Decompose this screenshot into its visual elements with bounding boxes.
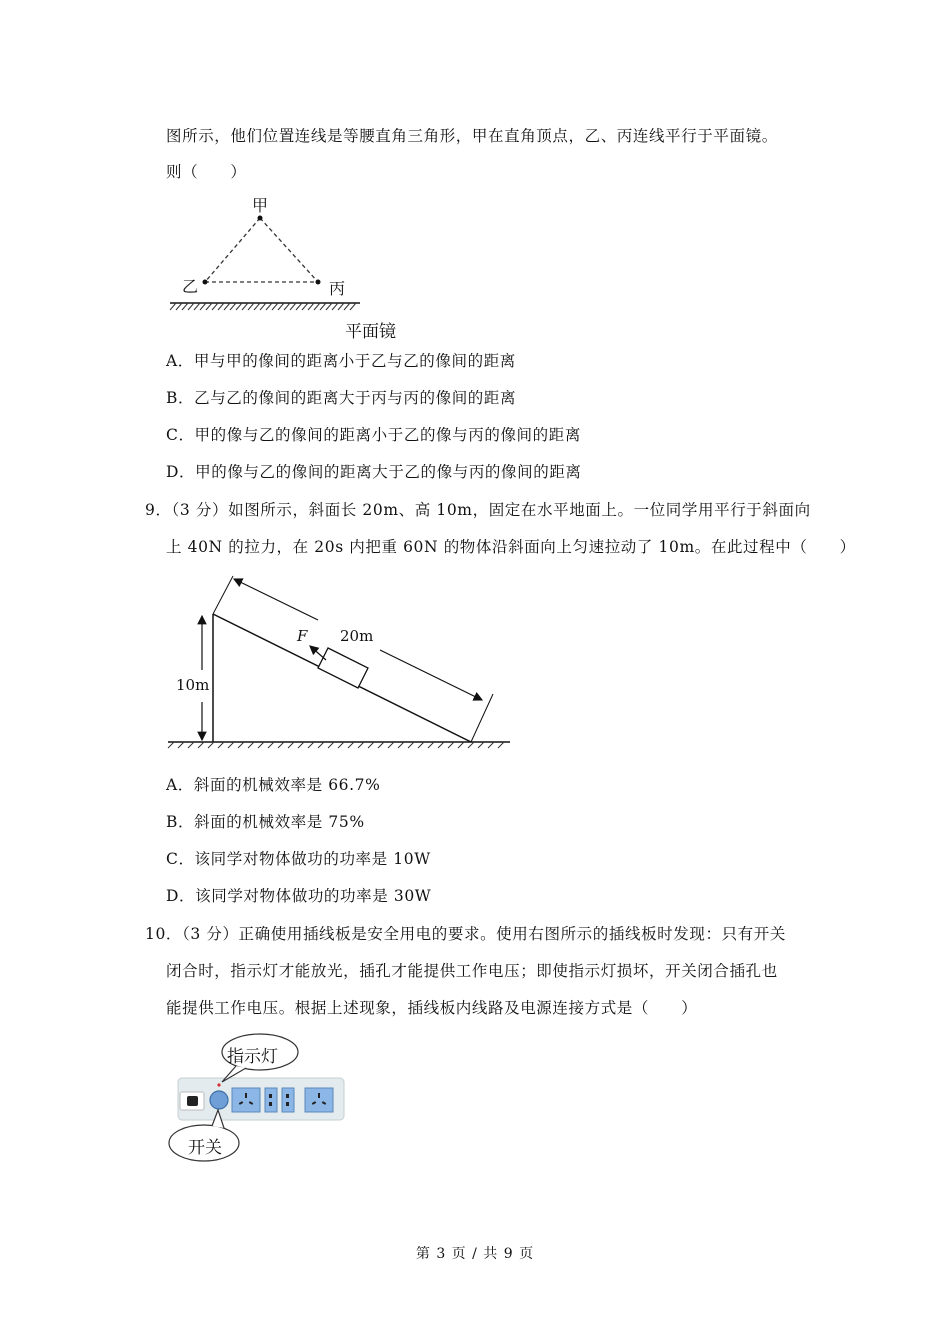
q8-text-line-1: 图所示，他们位置连线是等腰直角三角形，甲在直角顶点，乙、丙连线平行于平面镜。 <box>166 127 778 145</box>
point-bing <box>316 280 321 285</box>
dimension-tick-bottom <box>471 694 493 742</box>
incline-length-label: 20m <box>340 627 374 645</box>
force-arrow <box>310 646 326 660</box>
q8-option-a: A．甲与甲的像间的距离小于乙与乙的像间的距离 <box>166 352 516 370</box>
block-on-incline <box>318 648 368 688</box>
label-jia: 甲 <box>252 196 269 215</box>
switch-label: 开关 <box>188 1138 222 1158</box>
q8-option-b: B．乙与乙的像间的距离大于丙与丙的像间的距离 <box>166 389 517 407</box>
q9-option-d: D．该同学对物体做功的功率是 30W <box>166 887 432 905</box>
mirror-hatching <box>170 303 356 310</box>
ground-hatching <box>168 742 504 748</box>
q10-text-line-2: 闭合时，指示灯才能放光，插孔才能提供工作电压；即使指示灯损坏，开关闭合插孔也 <box>166 962 778 980</box>
q9-option-a: A．斜面的机械效率是 66.7% <box>166 776 381 794</box>
mirror-label: 平面镜 <box>345 322 396 342</box>
q8-option-d: D．甲的像与乙的像间的距离大于乙的像与丙的像间的距离 <box>166 463 582 481</box>
q10-text-line-3: 能提供工作电压。根据上述现象，插线板内线路及电源连接方式是（ ） <box>166 999 698 1017</box>
page-footer: 第 3 页 / 共 9 页 <box>415 1246 535 1262</box>
socket-1 <box>232 1088 260 1112</box>
plug-socket-dark <box>187 1096 198 1106</box>
label-yi: 乙 <box>182 277 199 296</box>
line-jia-yi <box>205 218 260 282</box>
q9-text-line-1: 9．（3 分）如图所示，斜面长 20m、高 10m，固定在水平地面上。一位同学用平行于斜面向 <box>145 501 811 519</box>
q8-text-line-2: 则（ ） <box>166 163 247 181</box>
switch-button <box>210 1091 228 1109</box>
length-arrow-up <box>234 579 318 620</box>
q10-text-line-1: 10．（3 分）正确使用插线板是安全用电的要求。使用右图所示的插线板时发现：只有开关 <box>145 925 786 943</box>
dimension-tick-top <box>213 576 233 614</box>
q9-option-c: C．该同学对物体做功的功率是 10W <box>166 850 431 868</box>
socket-2 <box>265 1088 277 1112</box>
point-yi <box>203 280 208 285</box>
line-jia-bing <box>260 218 318 282</box>
q9-text-line-2: 上 40N 的拉力，在 20s 内把重 60N 的物体沿斜面向上匀速拉动了 10m。在此过程中（ ） <box>166 538 856 556</box>
socket-3 <box>282 1088 294 1112</box>
force-label: F <box>297 627 308 645</box>
socket-4 <box>305 1088 333 1112</box>
indicator-light <box>217 1083 220 1086</box>
q9-incline-figure <box>160 570 520 755</box>
q9-option-b: B．斜面的机械效率是 75% <box>166 813 365 831</box>
q8-option-c: C．甲的像与乙的像间的距离小于乙的像与丙的像间的距离 <box>166 426 581 444</box>
point-jia <box>258 216 263 221</box>
length-arrow-down <box>380 650 482 700</box>
label-bing: 丙 <box>329 279 346 298</box>
indicator-label: 指示灯 <box>227 1047 278 1067</box>
incline-height-label: 10m <box>176 676 210 694</box>
